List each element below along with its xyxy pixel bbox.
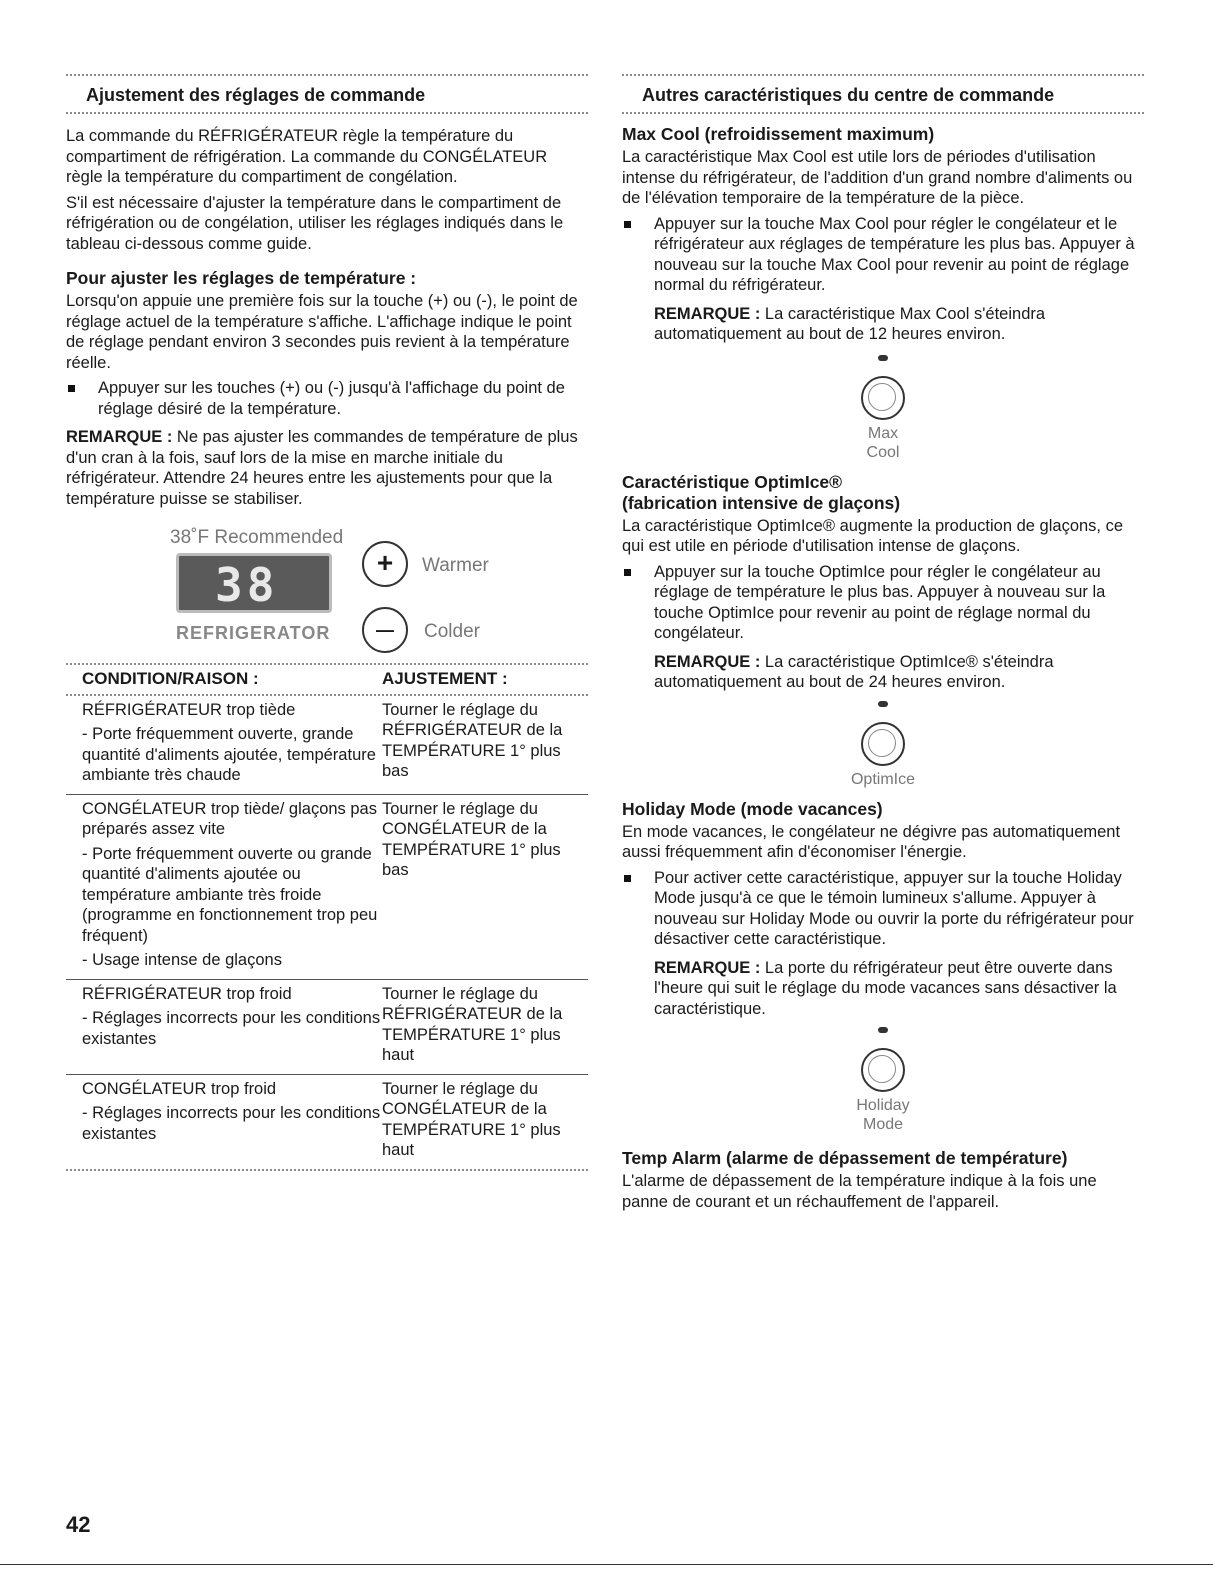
note-label: REMARQUE : xyxy=(654,652,761,671)
icon-label: Holiday xyxy=(856,1097,910,1114)
table-row xyxy=(66,979,588,1074)
icon-label: Mode xyxy=(862,1116,904,1133)
table-header: AJUSTEMENT : xyxy=(382,669,508,688)
bullet-item xyxy=(622,868,1144,950)
bullet-square-icon xyxy=(68,385,75,392)
max-cool-icon-group xyxy=(622,355,1144,462)
bullet-square-icon xyxy=(624,221,631,228)
subheading: Max Cool (refroidissement maximum) xyxy=(622,124,935,144)
control-panel-illustration xyxy=(66,527,588,655)
icon-label: OptimIce xyxy=(850,770,915,788)
table-row xyxy=(66,696,588,795)
paragraph: S'il est nécessaire d'ajuster la température dans le compartiment de réfrigération ou de congélation, utiliser les réglages indiqués dans le tableau ci-dessous comme guide. xyxy=(66,193,564,253)
table-cell: CONGÉLATEUR trop tiède/ glaçons pas préparés assez vite - Porte fréquemment ouverte ou grande quantité d'aliments ajoutée ou température ambiante très froide (programme en fonctionnement trop peu fréquent) - Usage intense de glaçons xyxy=(66,794,382,979)
table-cell: RÉFRIGÉRATEUR trop tiède - Porte fréquemment ouverte, grande quantité d'aliments ajoutée, température ambiante très chaude xyxy=(66,696,382,795)
dotted-rule xyxy=(66,112,588,114)
bullet-text: Appuyer sur les touches (+) ou (-) jusqu'à l'affichage du point de réglage désiré de la température. xyxy=(98,379,565,418)
note-text: La caractéristique Max Cool s'éteindra automatiquement au bout de 12 heures environ. xyxy=(654,304,1046,343)
plus-icon: + xyxy=(362,541,408,587)
note-label: REMARQUE : xyxy=(654,304,761,323)
temperature-display xyxy=(176,553,332,613)
indicator-light-icon xyxy=(878,355,888,361)
bottom-rule xyxy=(0,1564,1213,1565)
adjustment-table xyxy=(66,665,588,1169)
icon-label: Cool xyxy=(866,443,900,461)
bullet-square-icon xyxy=(624,875,631,882)
icon-label: Max xyxy=(867,424,899,442)
table-row xyxy=(66,794,588,979)
table-cell: Tourner le réglage du RÉFRIGÉRATEUR de la TEMPÉRATURE 1° plus bas xyxy=(382,696,588,795)
dotted-rule xyxy=(66,1169,588,1171)
section-heading: Autres caractéristiques du centre de commande xyxy=(642,85,1055,105)
bullet-square-icon xyxy=(624,569,631,576)
paragraph: Lorsqu'on appuie une première fois sur la touche (+) ou (-), le point de réglage actuel de la température s'affiche. L'affichage indique le point de réglage pendant environ 3 secondes puis revient à la température réelle. xyxy=(66,292,578,372)
note-text: La caractéristique OptimIce® s'éteindra automatiquement au bout de 24 heures environ. xyxy=(654,652,1054,691)
bullet-text: Pour activer cette caractéristique, appuyer sur la touche Holiday Mode jusqu'à ce que le témoin lumineux s'allume. Appuyer à nouveau sur Holiday Mode ou ouvrir la porte du réfrigérateur pour désactiver cette caractéristique. xyxy=(654,868,1134,948)
dotted-rule xyxy=(622,112,1144,114)
paragraph: La commande du RÉFRIGÉRATEUR règle la température du compartiment de réfrigération. La commande du CONGÉLATEUR règle la température du compartiment de congélation. xyxy=(66,127,548,186)
page-number: 42 xyxy=(66,1512,91,1537)
subheading: Pour ajuster les réglages de température : xyxy=(66,268,417,288)
paragraph: L'alarme de dépassement de la température indique à la fois une panne de courant et un réchauffement de l'appareil. xyxy=(622,1172,1097,1211)
bullet-item xyxy=(66,378,588,419)
display-digits: 38 xyxy=(215,558,279,612)
note-label: REMARQUE : xyxy=(654,958,761,977)
note xyxy=(66,427,588,509)
subheading: Caractéristique OptimIce® (fabrication intensive de glaçons) xyxy=(622,471,901,513)
left-column xyxy=(66,74,588,1171)
section-heading: Ajustement des réglages de commande xyxy=(86,85,426,105)
optimice-icon-group xyxy=(622,701,1144,789)
note-text: Ne pas ajuster les commandes de température de plus d'un cran à la fois, sauf lors de la mise en marche initiale du réfrigérateur. Attendre 24 heures entre les ajustements pour que la température puisse se stabiliser. xyxy=(66,428,578,508)
indicator-light-icon xyxy=(878,1027,888,1033)
bullet-item xyxy=(622,562,1144,644)
paragraph: En mode vacances, le congélateur ne dégivre pas automatiquement aussi fréquemment afin d'économiser l'énergie. xyxy=(622,822,1121,861)
indicator-light-icon xyxy=(878,701,888,707)
holiday-mode-button-icon xyxy=(861,1048,905,1092)
max-cool-button-icon xyxy=(861,376,905,420)
table-cell: Tourner le réglage du CONGÉLATEUR de la TEMPÉRATURE 1° plus haut xyxy=(382,1079,561,1159)
bullet-text: Appuyer sur la touche Max Cool pour régler le congélateur et le réfrigérateur aux réglages de température les plus bas. Appuyer à nouveau sur la touche Max Cool pour revenir au point de réglage normal du réfrigérateur. xyxy=(654,214,1135,294)
holiday-mode-icon-group xyxy=(622,1027,1144,1134)
paragraph: La caractéristique Max Cool est utile lors de périodes d'utilisation intense du réfrigérateur, de l'addition d'un grand nombre d'aliments ou de l'élévation temporaire de la température de la pièce. xyxy=(622,148,1133,207)
note xyxy=(622,304,1144,345)
subheading: Holiday Mode (mode vacances) xyxy=(622,798,883,819)
table-header-row xyxy=(66,665,588,694)
recommended-label: 38˚F Recommended xyxy=(170,527,344,548)
right-column xyxy=(622,74,1144,1217)
table-cell: Tourner le réglage du CONGÉLATEUR de la TEMPÉRATURE 1° plus bas xyxy=(382,794,588,979)
note xyxy=(622,652,1144,693)
table-cell: CONGÉLATEUR trop froid - Réglages incorrects pour les conditions existantes xyxy=(82,1079,381,1143)
table-cell: RÉFRIGÉRATEUR trop froid - Réglages incorrects pour les conditions existantes xyxy=(66,979,382,1074)
note-label: REMARQUE : xyxy=(66,428,173,446)
table-cell: Tourner le réglage du RÉFRIGÉRATEUR de la TEMPÉRATURE 1° plus haut xyxy=(382,979,588,1074)
warmer-label: Warmer xyxy=(422,555,489,576)
refrigerator-label: REFRIGERATOR xyxy=(176,623,331,643)
colder-label: Colder xyxy=(424,621,480,642)
bullet-text: Appuyer sur la touche OptimIce pour régler le congélateur au réglage de température le plus bas. Appuyer à nouveau sur la touche OptimIce pour revenir au point de réglage normal du congélateur. xyxy=(654,562,1106,642)
optimice-button-icon xyxy=(861,722,905,766)
table-header: CONDITION/RAISON : xyxy=(82,669,259,688)
minus-icon: — xyxy=(362,607,408,653)
subheading: Temp Alarm (alarme de dépassement de température) xyxy=(622,1148,1068,1168)
note-text: La porte du réfrigérateur peut être ouverte dans l'heure qui suit le réglage du mode vacances sans désactiver la caractéristique. xyxy=(654,958,1117,1018)
paragraph: La caractéristique OptimIce® augmente la production de glaçons, ce qui est utile en période d'utilisation intense de glaçons. xyxy=(622,516,1124,555)
bullet-item xyxy=(622,214,1144,296)
note xyxy=(622,958,1144,1020)
table-row xyxy=(66,1074,588,1169)
